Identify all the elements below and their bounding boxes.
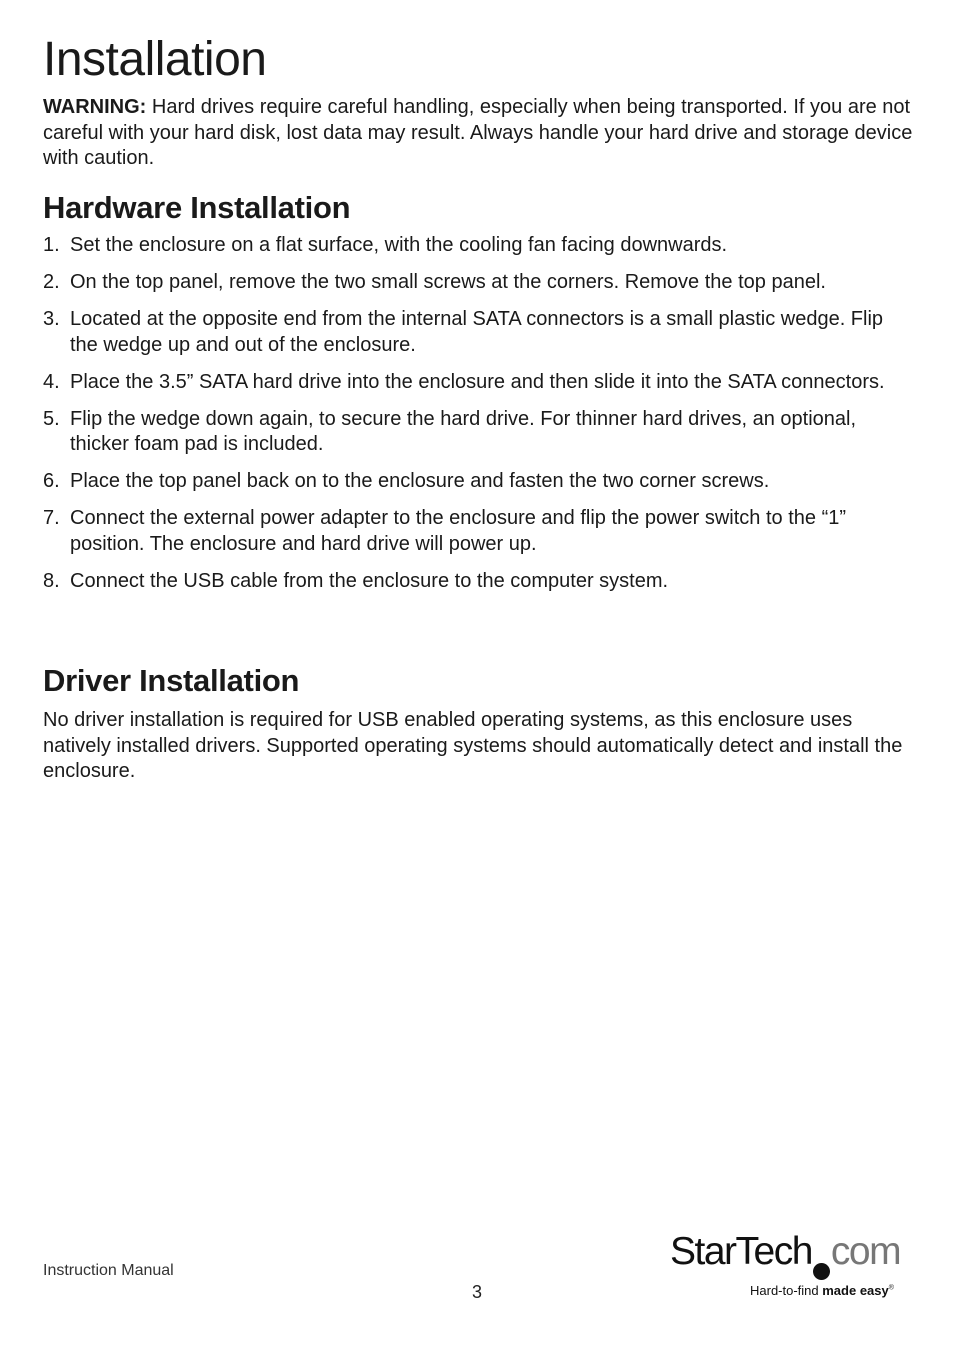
logo-brand: StarTech	[670, 1230, 812, 1273]
step-number: 1.	[43, 234, 60, 256]
startech-logo	[670, 1232, 910, 1302]
step-text: Connect the USB cable from the enclosure to the computer system.	[70, 569, 669, 592]
logo-tagline-bold: made easy	[822, 1283, 889, 1298]
list-item	[43, 569, 913, 595]
logo-tagline-regular: Hard-to-find	[750, 1283, 823, 1298]
step-number: 6.	[43, 470, 60, 492]
list-item	[43, 270, 913, 296]
logo-dot-icon	[813, 1263, 830, 1280]
driver-installation-text: No driver installation is required for USB enabled operating systems, as this enclosure uses natively installed drivers. Supported operating systems should automatically detect and install the enclosure.	[43, 709, 903, 782]
step-text: Connect the external power adapter to the enclosure and flip the power switch to the “1” position. The enclosure and hard drive will power up.	[70, 507, 847, 555]
step-text: Located at the opposite end from the internal SATA connectors is a small plastic wedge. Flip the wedge up and out of the enclosure.	[70, 308, 884, 356]
step-number: 3.	[43, 308, 60, 330]
list-item	[43, 407, 913, 458]
step-text: Set the enclosure on a flat surface, with the cooling fan facing downwards.	[70, 234, 728, 256]
logo-domain: com	[830, 1230, 901, 1273]
list-item	[43, 469, 913, 495]
step-number: 7.	[43, 507, 60, 529]
warning-text: Hard drives require careful handling, especially when being transported. If you are not careful with your hard disk, lost data may result. Always handle your hard drive and storage device with caution.	[43, 96, 913, 169]
list-item	[43, 233, 913, 259]
page-number: 3	[471, 1282, 482, 1302]
step-number: 5.	[43, 407, 60, 430]
list-item	[43, 506, 913, 557]
step-text: Place the top panel back on to the enclosure and fasten the two corner screws.	[70, 470, 770, 492]
step-number: 4.	[43, 370, 60, 393]
logo-wordmark	[670, 1232, 900, 1271]
footer-document-label: Instruction Manual	[43, 1262, 174, 1279]
driver-installation-heading: Driver Installation	[43, 663, 300, 698]
step-number: 8.	[43, 569, 60, 592]
hardware-installation-heading: Hardware Installation	[43, 190, 351, 225]
hardware-steps-list	[43, 233, 913, 606]
logo-tagline	[750, 1283, 894, 1298]
list-item	[43, 370, 913, 396]
step-number: 2.	[43, 271, 60, 293]
page-title: Installation	[43, 33, 267, 86]
warning-label: WARNING:	[43, 96, 147, 118]
list-item	[43, 307, 913, 358]
step-text: Place the 3.5” SATA hard drive into the enclosure and then slide it into the SATA connectors.	[70, 370, 885, 393]
warning-paragraph	[43, 95, 913, 172]
step-text: Flip the wedge down again, to secure the hard drive. For thinner hard drives, an optional, thicker foam pad is included.	[70, 407, 857, 455]
step-text: On the top panel, remove the two small screws at the corners. Remove the top panel.	[70, 271, 826, 293]
trademark-symbol: ®	[888, 1284, 894, 1292]
